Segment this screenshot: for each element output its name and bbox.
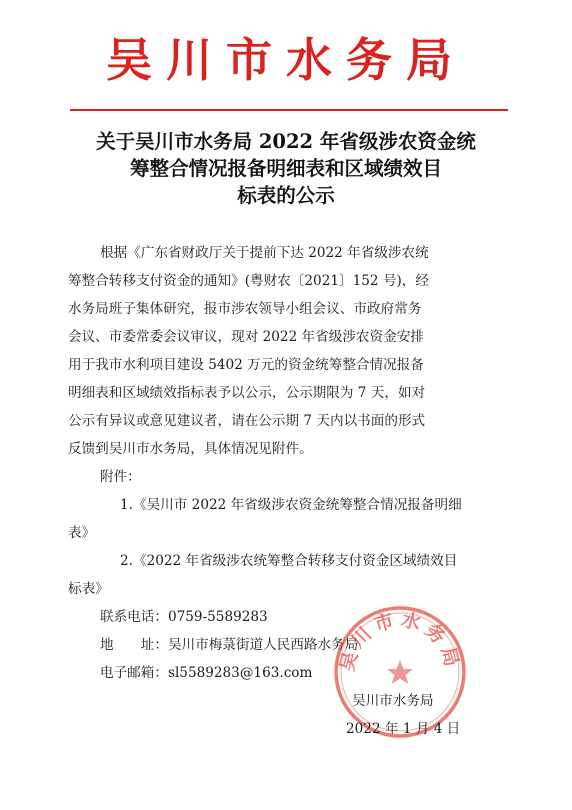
- masthead: 吴川市水务局: [106, 33, 466, 87]
- attachment-1-line: 表》: [68, 525, 96, 541]
- attachment-2-line: 标表》: [68, 581, 109, 597]
- seal-ring: [336, 608, 464, 736]
- title-line-2: 筹整合情况报备明细表和区域绩效目: [129, 157, 442, 180]
- attachments-label: 附件：: [100, 469, 141, 485]
- paragraph-line: 水务局班子集体研究，报市涉农领导小组会议、市政府常务: [68, 301, 422, 317]
- seal-inner-ring: [341, 613, 459, 731]
- signature-date: 2022 年 1 月 4 日: [346, 721, 461, 737]
- attachment-2-line: 2.《2022 年省级涉农统筹整合转移支付资金区域绩效目: [120, 553, 458, 569]
- paragraph-line: 筹整合转移支付资金的通知》(粤财农〔2021〕152 号)，经: [68, 273, 429, 289]
- contact-email: 电子邮箱：sl5589283@163.com: [100, 665, 313, 681]
- paragraph-line: 会议、市委常委会议审议，现对 2022 年省级涉农资金安排: [68, 329, 424, 345]
- red-divider-rule: [70, 109, 508, 111]
- paragraph-line: 公示有异议或意见建议者，请在公示期 7 天内以书面的形式: [68, 413, 426, 429]
- contact-address: 地 址：吴川市梅菉街道人民西路水务局: [100, 637, 359, 653]
- seal-text: 吴川市水务局: [336, 608, 464, 674]
- paragraph-line: 根据《广东省财政厅关于提前下达 2022 年省级涉农统: [100, 245, 429, 261]
- contact-phone: 联系电话：0759-5589283: [100, 609, 268, 625]
- paragraph-line: 用于我市水利项目建设 5402 万元的资金统筹整合情况报备: [68, 357, 424, 373]
- document-title: [40, 128, 532, 209]
- paragraph-line: 明细表和区域绩效指标表予以公示，公示期限为 7 天，如对: [68, 385, 426, 401]
- attachment-1-line: 1.《吴川市 2022 年省级涉农资金统筹整合情况报备明细: [120, 497, 462, 513]
- seal-star-icon: [387, 660, 413, 684]
- paragraph-line: 反馈到吴川市水务局，具体情况见附件。: [68, 441, 313, 457]
- title-line-1: 关于吴川市水务局 2022 年省级涉农资金统: [96, 130, 476, 153]
- title-line-3: 标表的公示: [237, 184, 335, 207]
- signature-org: 吴川市水务局: [352, 693, 434, 709]
